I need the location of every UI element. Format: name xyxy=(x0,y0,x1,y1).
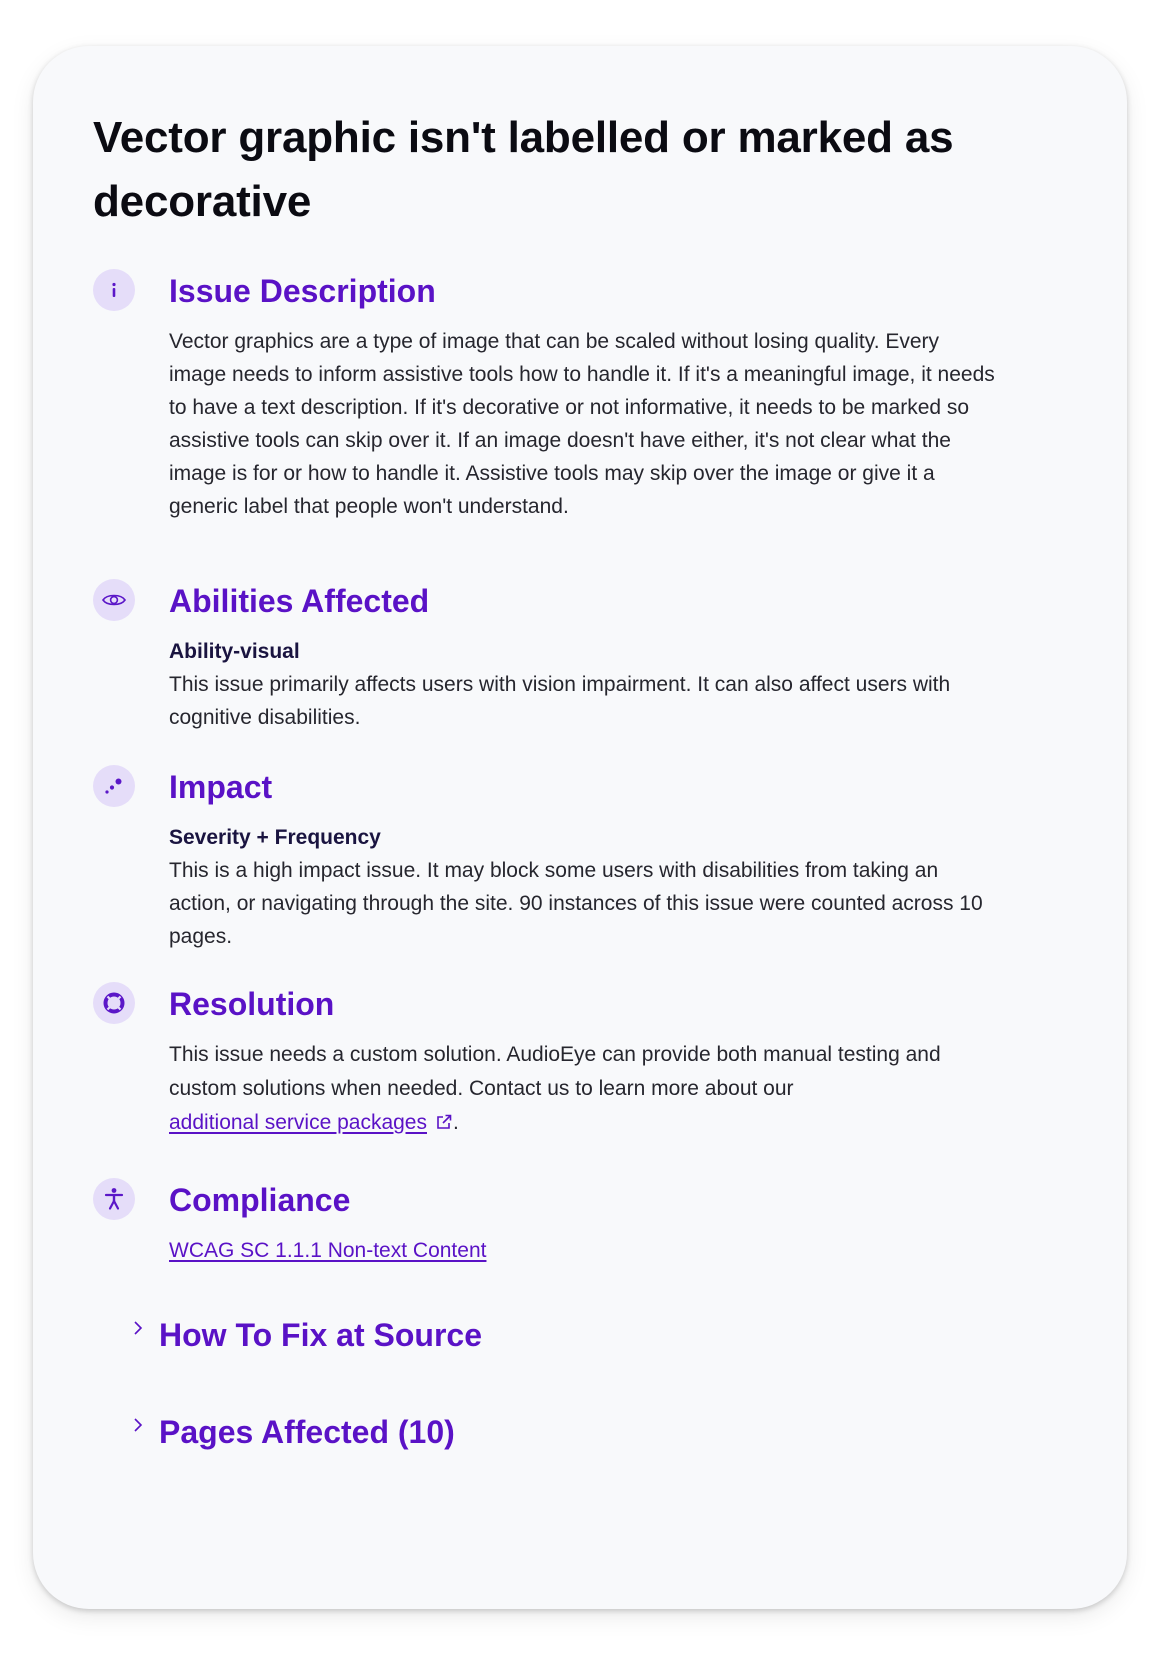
page-title: Vector graphic isn't labelled or marked as decorative xyxy=(93,113,954,226)
section-issue-description xyxy=(93,269,1023,549)
impact-text: This is a high impact issue. It may block some users with disabilities from taking an action, or navigating through the site. 90 instances of this issue were counted across 10 pages. xyxy=(169,859,983,948)
section-heading-resolution: Resolution xyxy=(169,986,335,1022)
section-heading-issue-description: Issue Description xyxy=(169,273,436,309)
additional-service-packages-link[interactable]: additional service packages xyxy=(169,1111,427,1134)
lifebuoy-icon xyxy=(93,982,135,1024)
chevron-right-icon xyxy=(131,1319,145,1342)
external-link-icon xyxy=(435,1108,453,1142)
info-icon xyxy=(93,269,135,311)
section-impact xyxy=(93,765,1023,948)
severity-frequency-label: Severity + Frequency xyxy=(169,826,381,849)
impact-dots-icon xyxy=(93,765,135,807)
pages-affected-title: Pages Affected (10) xyxy=(159,1414,455,1450)
resolution-content xyxy=(169,1038,999,1142)
resolution-text: This issue needs a custom solution. AudioEye can provide both manual testing and custom solutions when needed. Contact us to learn more about our xyxy=(169,1043,941,1100)
accessibility-person-icon xyxy=(93,1178,135,1220)
resolution-trailing-period: . xyxy=(453,1111,459,1134)
issue-card xyxy=(33,46,1127,1609)
how-to-fix-toggle[interactable] xyxy=(131,1313,831,1363)
abilities-affected-content xyxy=(169,635,999,734)
how-to-fix-title: How To Fix at Source xyxy=(159,1317,482,1353)
impact-content xyxy=(169,821,999,953)
eye-icon xyxy=(93,579,135,621)
issue-description-text: Vector graphics are a type of image that can be scaled without losing quality. Every image needs to inform assistive tools how to handle it. If it's a meaningful image, it needs to have a text description. If it's decorative or not informative, it needs to be marked so assistive tools can skip over it. If an image doesn't have either, it's not clear what the image is for or how to handle it. Assistive tools may skip over the image or give it a generic label that people won't understand. xyxy=(169,330,995,518)
chevron-right-icon xyxy=(131,1416,145,1439)
section-heading-abilities-affected: Abilities Affected xyxy=(169,583,430,619)
section-resolution xyxy=(93,982,1023,1152)
ability-label: Ability-visual xyxy=(169,640,300,663)
section-heading-impact: Impact xyxy=(169,769,273,805)
pages-affected-toggle[interactable] xyxy=(131,1410,831,1460)
abilities-affected-text: This issue primarily affects users with vision impairment. It can also affect users with cognitive disabilities. xyxy=(169,673,951,729)
wcag-link[interactable]: WCAG SC 1.1.1 Non-text Content xyxy=(169,1239,487,1262)
compliance-content xyxy=(169,1234,999,1267)
section-abilities-affected xyxy=(93,579,1023,729)
section-heading-compliance: Compliance xyxy=(169,1182,351,1218)
section-compliance xyxy=(93,1178,1023,1288)
